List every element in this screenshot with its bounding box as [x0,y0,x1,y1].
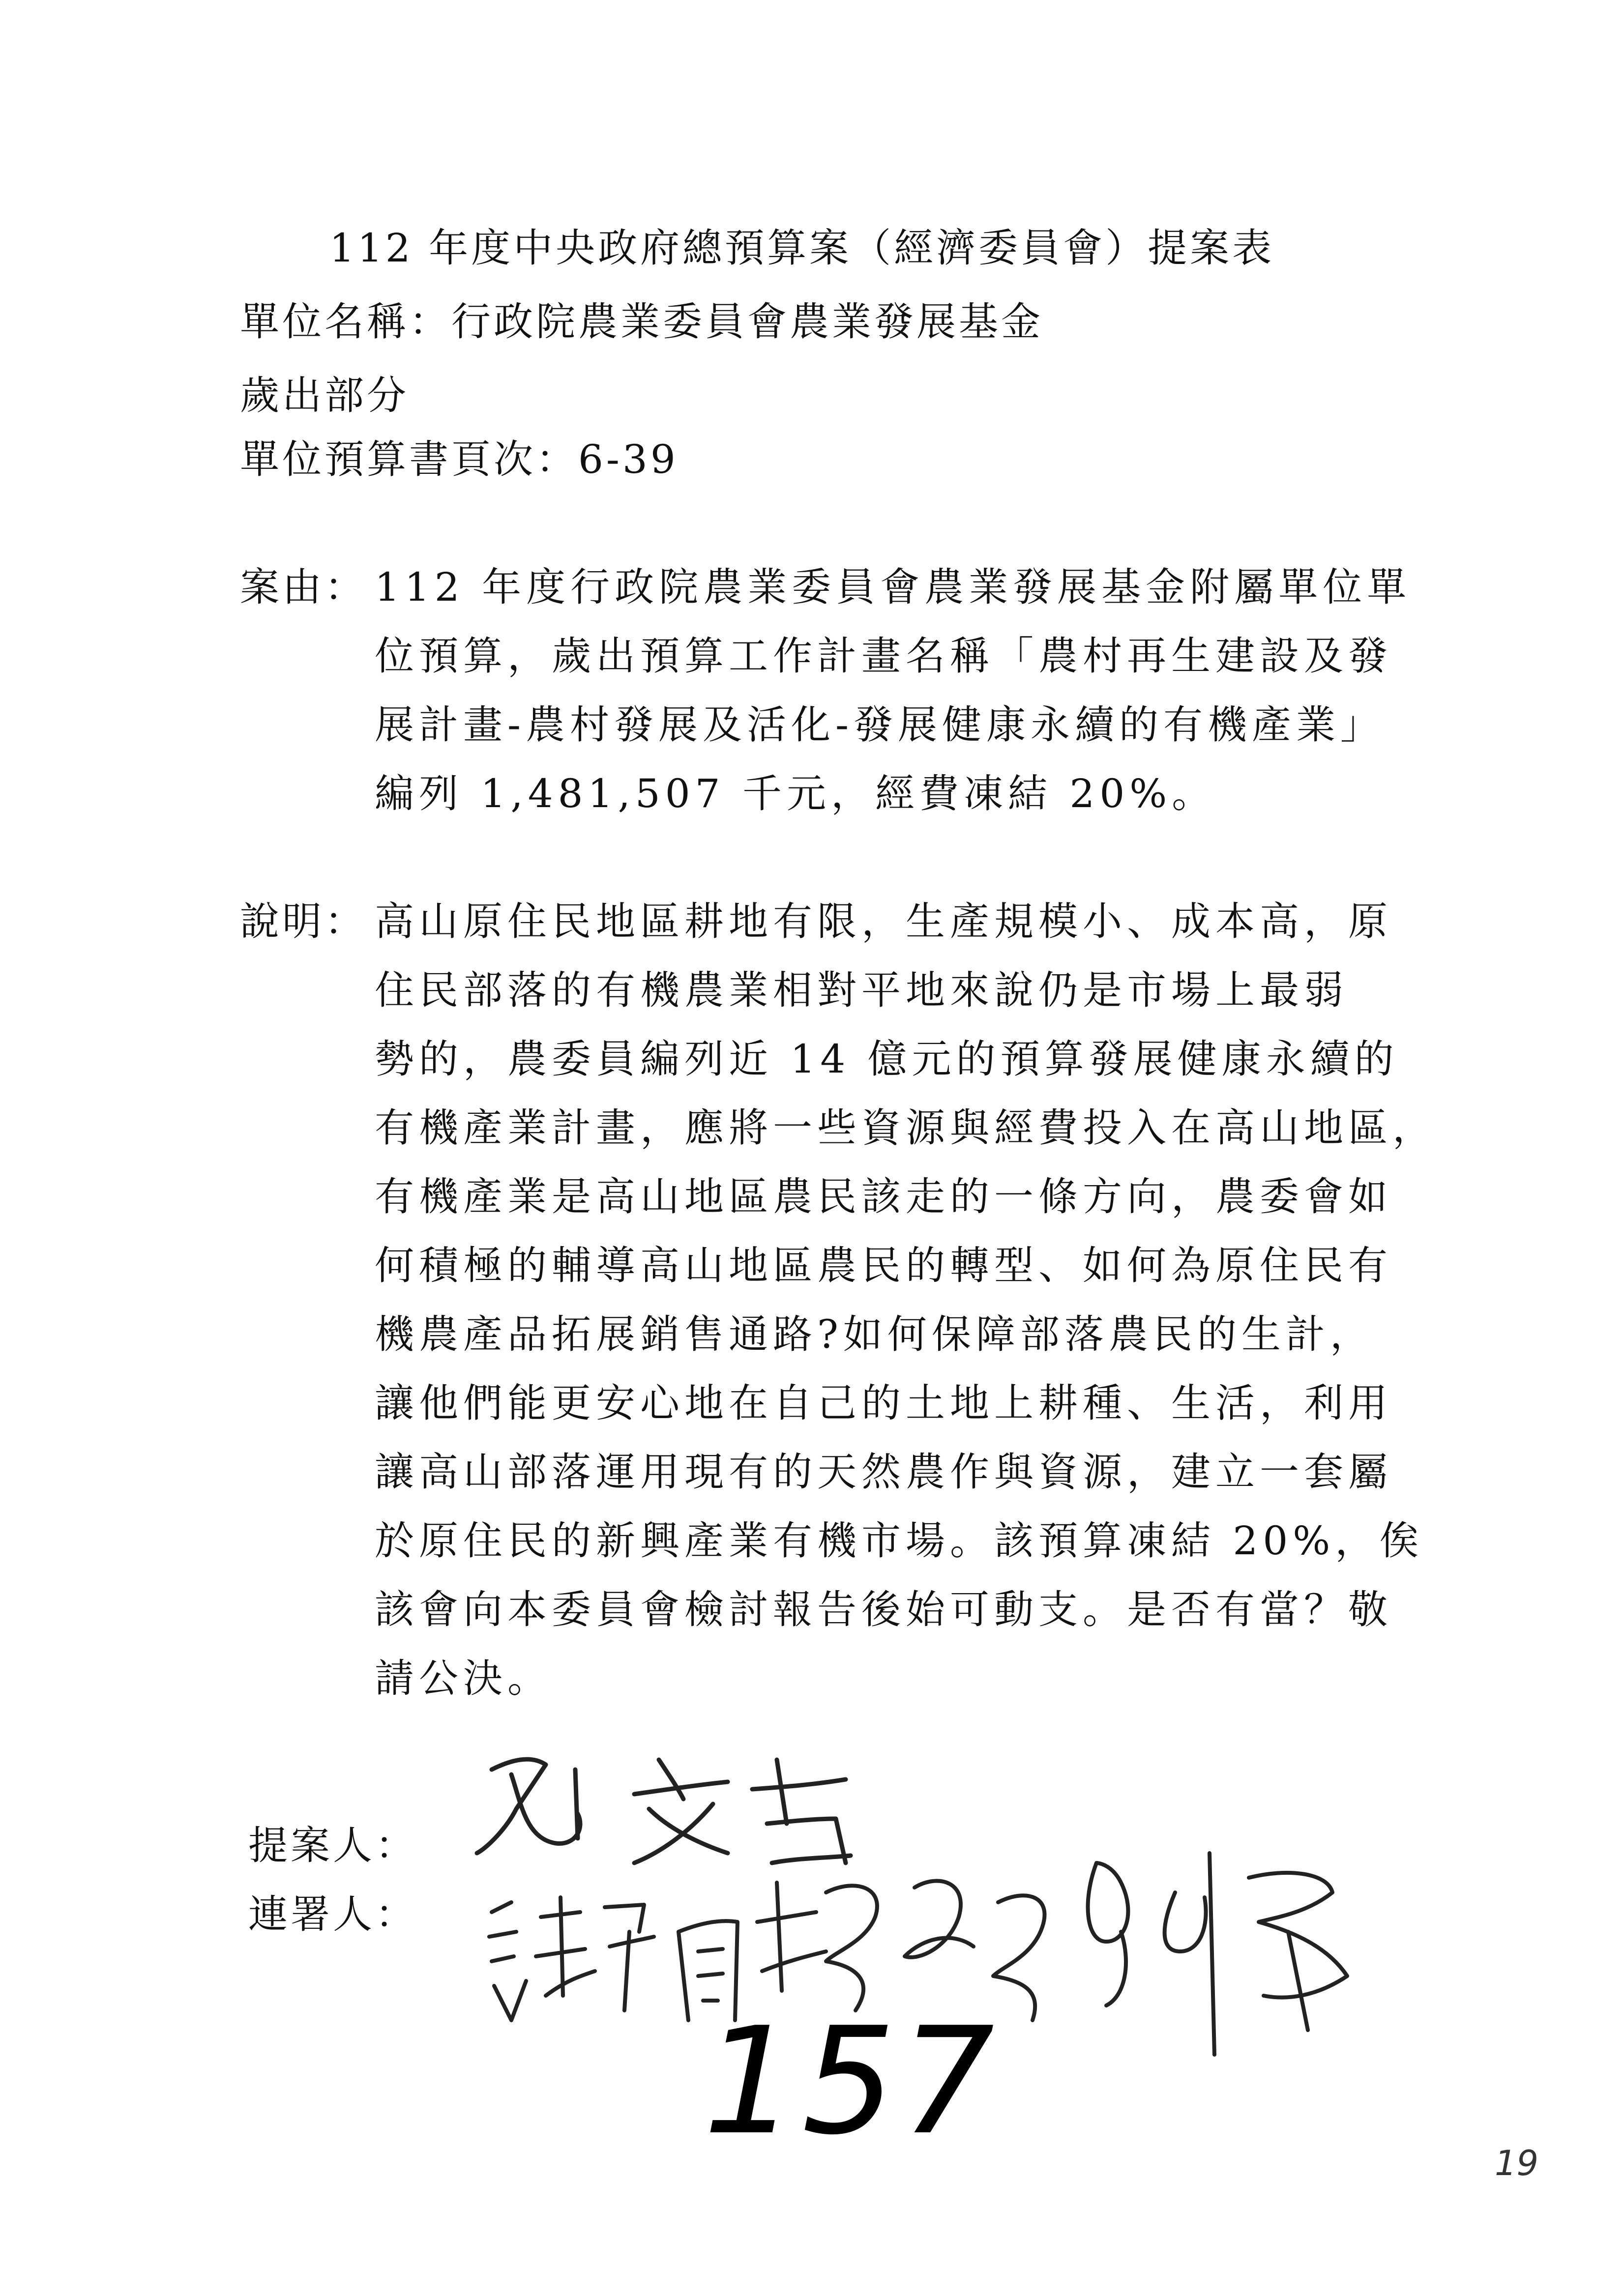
case-line: 展計畫-農村發展及活化-發展健康永續的有機產業」 [375,702,1385,748]
case-line: 位預算，歲出預算工作計畫名稱「農村再生建設及發 [375,633,1392,679]
page-number: 19 [1495,2143,1539,2183]
explanation-line: 高山原住民地區耕地有限，生產規模小、成本高，原 [375,899,1392,944]
case-line: 112 年度行政院農業委員會農業發展基金附屬單位單 [375,564,1412,610]
handwritten-serial-number: 157 [703,1996,1000,2167]
explanation-line: 機農產品拓展銷售通路?如何保障部落農民的生計， [375,1311,1374,1357]
explanation-line: 讓高山部落運用現有的天然農作與資源，建立一套屬 [375,1449,1392,1495]
section-heading: 歲出部分 [240,373,409,418]
case-line: 編列 1,481,507 千元，經費凍結 20%。 [375,771,1216,816]
explanation-line: 讓他們能更安心地在自己的土地上耕種、生活，利用 [375,1380,1392,1426]
page-reference: 單位預算書頁次：6-39 [240,436,679,482]
cosigner-label: 連署人： [248,1891,417,1937]
explanation-line: 有機產業計畫，應將一些資源與經費投入在高山地區， [375,1105,1437,1151]
explanation-line: 請公決。 [375,1656,552,1701]
explanation-line: 住民部落的有機農業相對平地來說仍是市場上最弱 [375,967,1348,1013]
explanation-line: 該會向本委員會檢討報告後始可動支。是否有當？敬 [375,1587,1392,1632]
case-label: 案由： [240,564,367,610]
explanation-line: 何積極的輔導高山地區農民的轉型、如何為原住民有 [375,1243,1392,1288]
document-title: 112 年度中央政府總預算案（經濟委員會）提案表 [329,225,1275,271]
proposer-label: 提案人： [248,1823,417,1868]
explanation-line: 有機產業是高山地區農民該走的一條方向，農委會如 [375,1174,1392,1220]
explanation-line: 勢的，農委員編列近 14 億元的預算發展健康永續的 [375,1036,1399,1082]
unit-name: 單位名稱：行政院農業委員會農業發展基金 [240,299,1043,345]
explanation-label: 說明： [240,899,367,944]
explanation-line: 於原住民的新興產業有機市場。該預算凍結 20%，俟 [375,1518,1424,1564]
